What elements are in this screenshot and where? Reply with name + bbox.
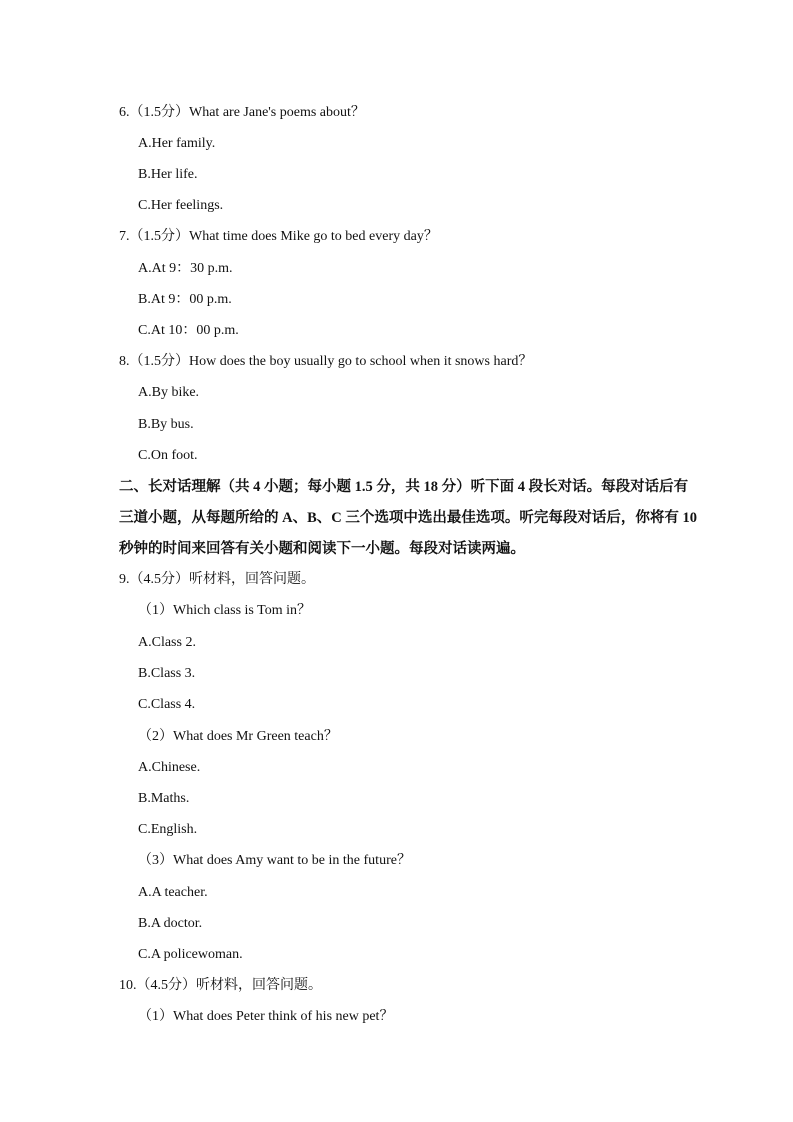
question-7-stem: 7.（1.5分）What time does Mike go to bed every day？ bbox=[119, 229, 438, 244]
section-2-instructions-line-3: 秒钟的时间来回答有关小题和阅读下一小题。每段对话读两遍。 bbox=[119, 541, 525, 557]
section-2-instructions-line-1: 二、长对话理解（共 4 小题；每小题 1.5 分，共 18 分）听下面 4 段长对话。每段对话后有 bbox=[119, 479, 689, 495]
question-9-sub-1-option-a: A.Class 2. bbox=[138, 635, 196, 650]
question-10-sub-1-prompt: （1）What does Peter think of his new pet？ bbox=[138, 1009, 394, 1024]
question-7-option-a: A.At 9：30 p.m. bbox=[138, 261, 233, 276]
question-9-sub-2-option-c: C.English. bbox=[138, 822, 198, 837]
question-9-sub-3-option-c: C.A policewoman. bbox=[138, 947, 243, 962]
question-6-option-b: B.Her life. bbox=[138, 167, 198, 182]
question-8-option-b: B.By bus. bbox=[138, 417, 194, 432]
question-8-option-c: C.On foot. bbox=[138, 448, 198, 463]
question-7-option-c: C.At 10：00 p.m. bbox=[138, 323, 239, 338]
question-8-stem: 8.（1.5分）How does the boy usually go to school when it snows hard？ bbox=[119, 354, 533, 369]
question-9-stem: 9.（4.5分）听材料，回答问题。 bbox=[119, 572, 315, 587]
question-9-sub-2-prompt: （2）What does Mr Green teach？ bbox=[138, 729, 338, 744]
question-9-sub-3-prompt: （3）What does Amy want to be in the future？ bbox=[138, 853, 411, 868]
question-6-stem: 6.（1.5分）What are Jane's poems about？ bbox=[119, 105, 365, 120]
question-9-sub-1-option-c: C.Class 4. bbox=[138, 697, 196, 712]
question-9-sub-2-option-a: A.Chinese. bbox=[138, 760, 201, 775]
question-9-sub-1-prompt: （1）Which class is Tom in？ bbox=[138, 603, 311, 618]
question-9-sub-3-option-b: B.A doctor. bbox=[138, 916, 203, 931]
question-6-option-c: C.Her feelings. bbox=[138, 198, 224, 213]
question-10-stem: 10.（4.5分）听材料，回答问题。 bbox=[119, 978, 322, 993]
section-2-instructions-line-2: 三道小题，从每题所给的 A、B、C 三个选项中选出最佳选项。听完每段对话后，你将有 10 bbox=[119, 510, 697, 526]
question-9-sub-2-option-b: B.Maths. bbox=[138, 791, 190, 806]
question-7-option-b: B.At 9：00 p.m. bbox=[138, 292, 232, 307]
question-8-option-a: A.By bike. bbox=[138, 385, 200, 400]
question-6-option-a: A.Her family. bbox=[138, 136, 216, 151]
question-9-sub-3-option-a: A.A teacher. bbox=[138, 885, 208, 900]
question-9-sub-1-option-b: B.Class 3. bbox=[138, 666, 196, 681]
